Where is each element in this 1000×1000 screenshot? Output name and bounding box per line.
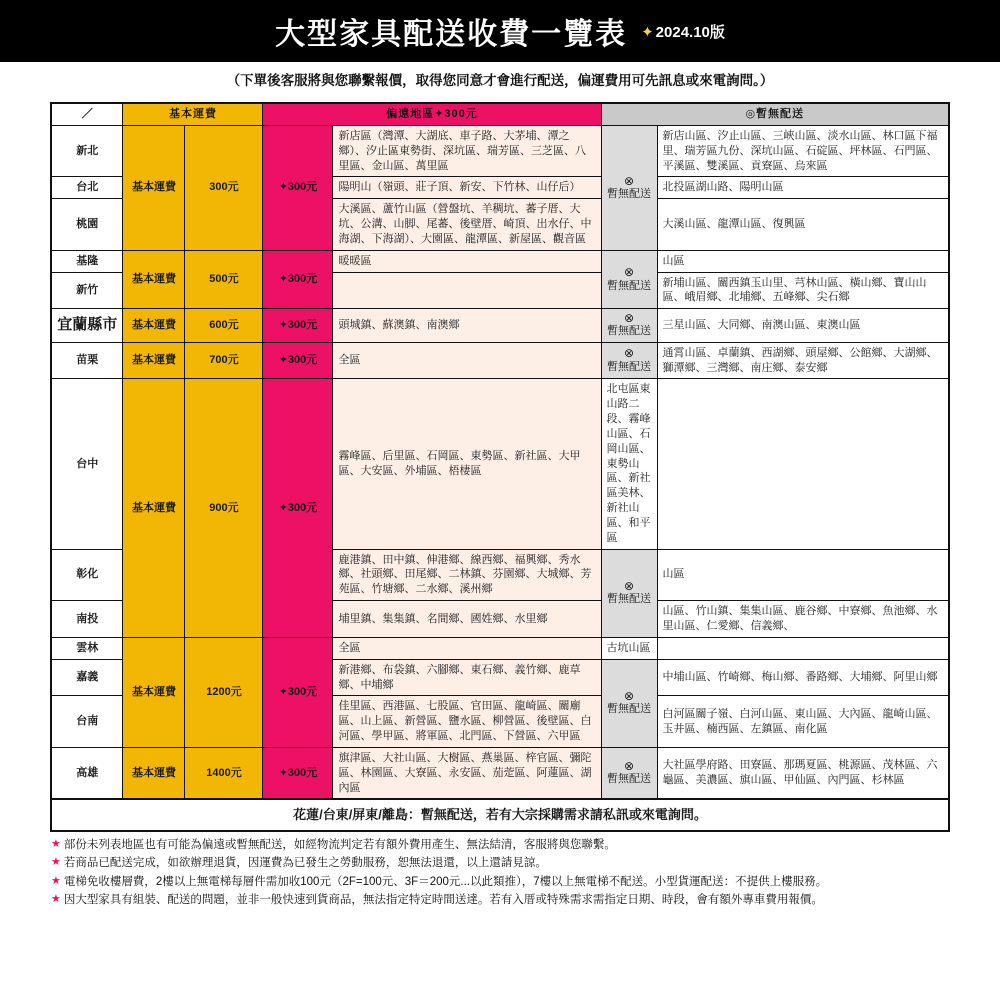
no-delivery-text: 暫無配送 (607, 773, 651, 786)
note-text: 部份未列表地區也有可能為偏遠或暫無配送，如經物流判定若有額外費用產生、無法結清，客服將與您聯繫。 (63, 838, 616, 851)
region-name: 台中 (51, 379, 123, 549)
no-delivery-mark (601, 309, 657, 342)
basic-fee-label: 基本運費 (123, 379, 185, 638)
note-text: 電梯免收樓層費，2樓以上無電梯每層件需加收100元（2F=100元、3F＝200元...以此類推），7樓以上無電梯不配送。小型貨運配送：不提供上樓服務。 (63, 875, 828, 888)
no-delivery-icon: ⊗ (623, 758, 635, 773)
region-name: 台南 (51, 696, 123, 748)
star-icon: ★ (51, 874, 61, 887)
no-delivery-text: 暫無配送 (607, 325, 651, 338)
remote-area-list: 全區 (333, 637, 601, 659)
remote-area-list: 全區 (333, 342, 601, 379)
no-delivery-mark (601, 125, 657, 250)
note-item (51, 854, 949, 872)
no-delivery-mark (601, 549, 657, 637)
notes-list (51, 836, 949, 910)
sparkle-icon: ✦ (641, 23, 654, 41)
header-no-delivery: ◎暫無配送 (601, 103, 949, 125)
region-name: 雲林 (51, 637, 123, 659)
remote-area-list: 陽明山（嶺頭、莊子頂、新安、下竹林、山仔后） (333, 177, 601, 199)
remote-surcharge: ✦300元 (263, 250, 333, 309)
fee-amount: 1400元 (185, 747, 263, 799)
region-name: 基隆 (51, 250, 123, 272)
table-row (51, 250, 949, 272)
remote-area-list: 鹿港鎮、田中鎮、伸港鄉、線西鄉、福興鄉、秀水鄉、社頭鄉、田尾鄉、二林鎮、芬園鄉、大城鄉、芳苑區、竹塘鄉、二水鄉、溪州鄉 (333, 549, 601, 601)
region-name: 台北 (51, 177, 123, 199)
note-item (51, 836, 949, 854)
no-delivery-list: 北投區湖山路、陽明山區 (657, 177, 949, 199)
no-delivery-list: 大溪山區、龍潭山區、復興區 (657, 199, 949, 251)
remote-area-list: 埔里鎮、集集鎮、名間鄉、國姓鄉、水里鄉 (333, 601, 601, 638)
star-icon: ★ (51, 893, 61, 906)
table-row (51, 637, 949, 659)
region-name: 苗栗 (51, 342, 123, 379)
fee-amount: 600元 (185, 309, 263, 342)
subheading: （下單後客服將與您聯繫報價，取得您同意才會進行配送，偏運費用可先訊息或來電詢問。） (226, 73, 774, 88)
remote-surcharge: ✦300元 (263, 125, 333, 250)
remote-surcharge: ✦300元 (263, 637, 333, 747)
no-delivery-icon: ⊗ (623, 346, 635, 361)
remote-area-list: 大溪區、蘆竹山區（營盤坑、羊稠坑、蕃子厝、大坑、公溝、山脚、尾蕃、後壁厝、崎頂、出水仔、中海湖、下海湖）、大園區、龍潭區、新屋區、觀音區 (333, 199, 601, 251)
no-delivery-text: 暫無配送 (607, 187, 651, 200)
basic-fee-label: 基本運費 (123, 309, 185, 342)
fee-amount: 300元 (185, 125, 263, 250)
remote-area-list: 新店區（灣潭、大湖底、車子路、大茅埔、潭之鄉）、汐止區東勢街、深坑區、瑞芳區、三芝區、八里區、金山區、萬里區 (333, 125, 601, 177)
remote-area-list: 新港鄉、布袋鎮、六腳鄉、東石鄉、義竹鄉、鹿草鄉、中埔鄉 (333, 659, 601, 696)
remote-surcharge: ✦300元 (263, 379, 333, 638)
basic-fee-label: 基本運費 (123, 637, 185, 747)
no-delivery-text: 暫無配送 (607, 703, 651, 716)
basic-fee-label: 基本運費 (123, 747, 185, 799)
no-delivery-icon: ⊗ (623, 173, 635, 188)
basic-fee-label: 基本運費 (123, 125, 185, 250)
remote-surcharge: ✦300元 (263, 747, 333, 799)
page-header (0, 0, 1000, 62)
no-delivery-mark (601, 659, 657, 747)
region-name: 嘉義 (51, 659, 123, 696)
remote-area-list (333, 272, 601, 309)
region-name: 彰化 (51, 549, 123, 601)
no-delivery-list: 新埔山區、關西鎮玉山里、芎林山區、橫山鄉、寶山山區、峨眉鄉、北埔鄉、五峰鄉、尖石鄉 (657, 272, 949, 309)
region-name: 南投 (51, 601, 123, 638)
no-delivery-list: 山區 (657, 549, 949, 601)
remote-area-list: 頭城鎮、蘇澳鎮、南澳鄉 (333, 309, 601, 342)
version-label: 2024.10版 (655, 23, 725, 41)
fee-amount: 500元 (185, 250, 263, 309)
region-name: 新北 (51, 125, 123, 177)
note-text: 若商品已配送完成，如欲辦理退貨，因運費為已發生之勞動服務，恕無法退還，以上還請見諒。 (63, 857, 547, 870)
no-delivery-list: 山區 (657, 250, 949, 272)
no-delivery-text: 暫無配送 (607, 279, 651, 292)
region-name: 宜蘭縣市 (51, 309, 123, 342)
no-delivery-list: 中埔山區、竹崎鄉、梅山鄉、番路鄉、大埔鄉、阿里山鄉 (657, 659, 949, 696)
table-header-row (51, 103, 949, 125)
star-icon: ★ (51, 837, 61, 850)
remote-surcharge: ✦300元 (263, 342, 333, 379)
no-delivery-mark (601, 342, 657, 379)
no-delivery-icon: ⊗ (623, 311, 635, 326)
header-slash: ／ (51, 103, 123, 125)
page-title: 大型家具配送收費一覽表 (275, 18, 628, 51)
footer-note: 花蓮/台東/屏東/離島：暫無配送，若有大宗採購需求請私訊或來電詢問。 (51, 799, 949, 831)
remote-area-list: 霧峰區、后里區、石岡區、東勢區、新社區、大甲區、大安區、外埔區、梧棲區 (333, 379, 601, 549)
no-delivery-list: 北屯區東山路二段、霧峰山區、石岡山區、東勢山區、新社區美林、新社山區、和平區 (601, 379, 657, 549)
remote-surcharge: ✦300元 (263, 309, 333, 342)
no-delivery-icon: ⊗ (623, 689, 635, 704)
table-row (51, 379, 949, 549)
table-footer-row (51, 799, 949, 831)
no-delivery-list: 白河區關子嶺、白河山區、東山區、大內區、龍崎山區、玉井區、楠西區、左鎮區、南化區 (657, 696, 949, 748)
star-icon: ★ (51, 856, 61, 869)
no-delivery-list: 山區、竹山鎮、集集山區、鹿谷鄉、中寮鄉、魚池鄉、水里山區、仁愛鄉、信義鄉、 (657, 601, 949, 638)
note-text: 因大型家具有組裝、配送的問題，並非一般快速到貨商品，無法指定特定時間送達。若有入厝或特殊需求需指定日期、時段，會有額外專車費用報價。 (63, 894, 823, 907)
no-delivery-icon: ⊗ (623, 579, 635, 594)
no-delivery-list: 大社區學府路、田寮區、那瑪夏區、桃源區、茂林區、六龜區、美濃區、旗山區、甲仙區、內門區、杉林區 (657, 747, 949, 799)
no-delivery-list: 新店山區、汐止山區、三峽山區、淡水山區、林口區下福里、瑞芳區九份、深坑山區、石碇區、坪林區、石門區、平溪區、雙溪區、貢寮區、烏來區 (657, 125, 949, 177)
fee-amount: 700元 (185, 342, 263, 379)
table-row (51, 342, 949, 379)
no-delivery-text: 暫無配送 (607, 593, 651, 606)
remote-area-list: 佳里區、西港區、七股區、官田區、龍崎區、關廟區、山上區、新營區、鹽水區、柳營區、後壁區、白河區、學甲區、將軍區、北門區、下營區、六甲區 (333, 696, 601, 748)
no-delivery-mark (601, 250, 657, 309)
region-name: 新竹 (51, 272, 123, 309)
no-delivery-text: 暫無配送 (607, 360, 651, 373)
basic-fee-label: 基本運費 (123, 342, 185, 379)
version-badge (641, 21, 725, 42)
basic-fee-label: 基本運費 (123, 250, 185, 309)
note-item (51, 891, 949, 909)
no-delivery-list: 三星山區、大同鄉、南澳山區、東澳山區 (657, 309, 949, 342)
no-delivery-mark (601, 747, 657, 799)
no-delivery-list: 古坑山區 (601, 637, 657, 659)
fee-amount: 1200元 (185, 637, 263, 747)
header-basic-fee: 基本運費 (123, 103, 263, 125)
remote-area-list: 旗津區、大社山區、大樹區、燕巢區、梓官區、彌陀區、林園區、大寮區、永安區、茄萣區、阿蓮區、湖內區 (333, 747, 601, 799)
note-item (51, 873, 949, 891)
region-name: 高雄 (51, 747, 123, 799)
region-name: 桃園 (51, 199, 123, 251)
table-row (51, 125, 949, 177)
shipping-fee-table (50, 102, 950, 832)
table-row (51, 747, 949, 799)
no-delivery-list: 通霄山區、卓蘭鎮、西湖鄉、頭屋鄉、公館鄉、大湖鄉、獅潭鄉、三灣鄉、南庄鄉、泰安鄉 (657, 342, 949, 379)
fee-amount: 900元 (185, 379, 263, 638)
remote-area-list: 暖暖區 (333, 250, 601, 272)
no-delivery-icon: ⊗ (623, 265, 635, 280)
table-row (51, 309, 949, 342)
header-remote-area: 偏遠地區✦300元 (263, 103, 601, 125)
